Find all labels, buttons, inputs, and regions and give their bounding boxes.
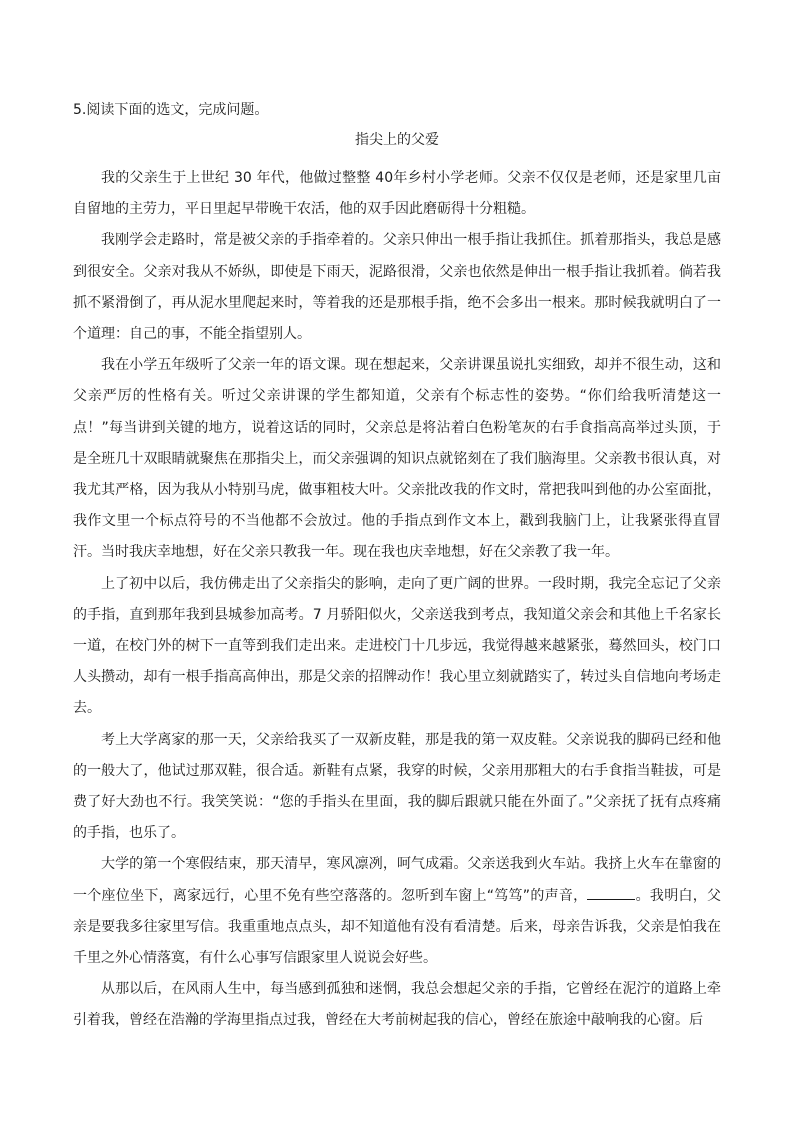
paragraph-1: 我的父亲生于上世纪 30 年代，他做过整整 40年乡村小学老师。父亲不仅仅是老师，还是家里几亩自留地的主劳力，平日里起早带晚干农活，他的双手因此磨砺得十分粗糙。 (73, 170, 721, 218)
paragraph-6-before-blank: 大学的第一个寒假结束，那天清早，寒风凛冽，呵气成霜。父亲送我到火车站。我挤上火车在靠窗的一个座位坐下，离家远行，心里不免有些空落落的。忽听到车窗上“笃笃”的声音， (73, 856, 721, 904)
paragraph-5: 考上大学离家的那一天，父亲给我买了一双新皮鞋，那是我的第一双皮鞋。父亲说我的脚码已经和他的一般大了，他试过那双鞋，很合适。新鞋有点紧，我穿的时候，父亲用那粗大的右手食指当鞋拔，可是费了好大劲也不行。我笑笑说：“您的手指头在里面，我的脚后跟就只能在外面了。”父亲抚了抚有点疼痛的手指，也乐了。 (73, 731, 721, 842)
paragraph-6-after-blank: 。我明白，父亲是要我多往家里写信。我重重地点点头，却不知道他有没有看清楚。后来，母亲告诉我，父亲是怕我在千里之外心情落寞，有什么心事写信跟家里人说说会好些。 (73, 887, 721, 967)
paragraph-7: 从那以后，在风雨人生中，每当感到孤独和迷惘，我总会想起父亲的手指，它曾经在泥泞的道路上牵引着我，曾经在浩瀚的学海里指点过我，曾经在大考前树起我的信心，曾经在旅途中敲响我的心窗。后 (73, 981, 721, 1029)
paragraph-6 (73, 849, 721, 974)
article-title: 指尖上的父爱 (355, 132, 439, 148)
paragraph-4: 上了初中以后，我仿佛走出了父亲指尖的影响，走向了更广阔的世界。一段时期，我完全忘记了父亲的手指，直到那年我到县城参加高考。7 月骄阳似火，父亲送我到考点，我知道父亲会和其他上千名家长一道，在校门外的树下一直等到我们走出来。走进校门十几步远，我觉得越来越紧张，蓦然回头，校门口人头攒动，却有一根手指高高伸出，那是父亲的招牌动作！我心里立刻就踏实了，转过头自信地向考场走去。 (73, 575, 721, 717)
answer-blank[interactable] (587, 885, 635, 900)
paragraph-2: 我刚学会走路时，常是被父亲的手指牵着的。父亲只伸出一根手指让我抓住。抓着那指头，我总是感到很安全。父亲对我从不娇纵，即使是下雨天，泥路很滑，父亲也依然是伸出一根手指让我抓着。倘若我抓不紧滑倒了，再从泥水里爬起来时，等着我的还是那根手指，绝不会多出一根来。那时候我就明白了一个道理：自己的事，不能全指望别人。 (73, 232, 721, 343)
paragraph-3: 我在小学五年级听了父亲一年的语文课。现在想起来，父亲讲课虽说扎实细致，却并不很生动，这和父亲严厉的性格有关。听过父亲讲课的学生都知道，父亲有个标志性的姿势。“你们给我听清楚这一点！”每当讲到关键的地方，说着这话的同时，父亲总是将沾着白色粉笔灰的右手食指高高举过头顶，于是全班几十双眼睛就聚焦在那指尖上，而父亲强调的知识点就铭刻在了我们脑海里。父亲教书很认真，对我尤其严格，因为我从小特别马虎，做事粗枝大叶。父亲批改我的作文时，常把我叫到他的办公室面批，我作文里一个标点符号的不当他都不会放过。他的手指点到作文本上，戳到我脑门上，让我紧张得直冒汗。当时我庆幸地想，好在父亲只教我一年。现在我也庆幸地想，好在父亲教了我一年。 (73, 357, 721, 561)
article-body (73, 163, 721, 1037)
question-label: 5.阅读下面的选文，完成问题。 (73, 102, 269, 118)
